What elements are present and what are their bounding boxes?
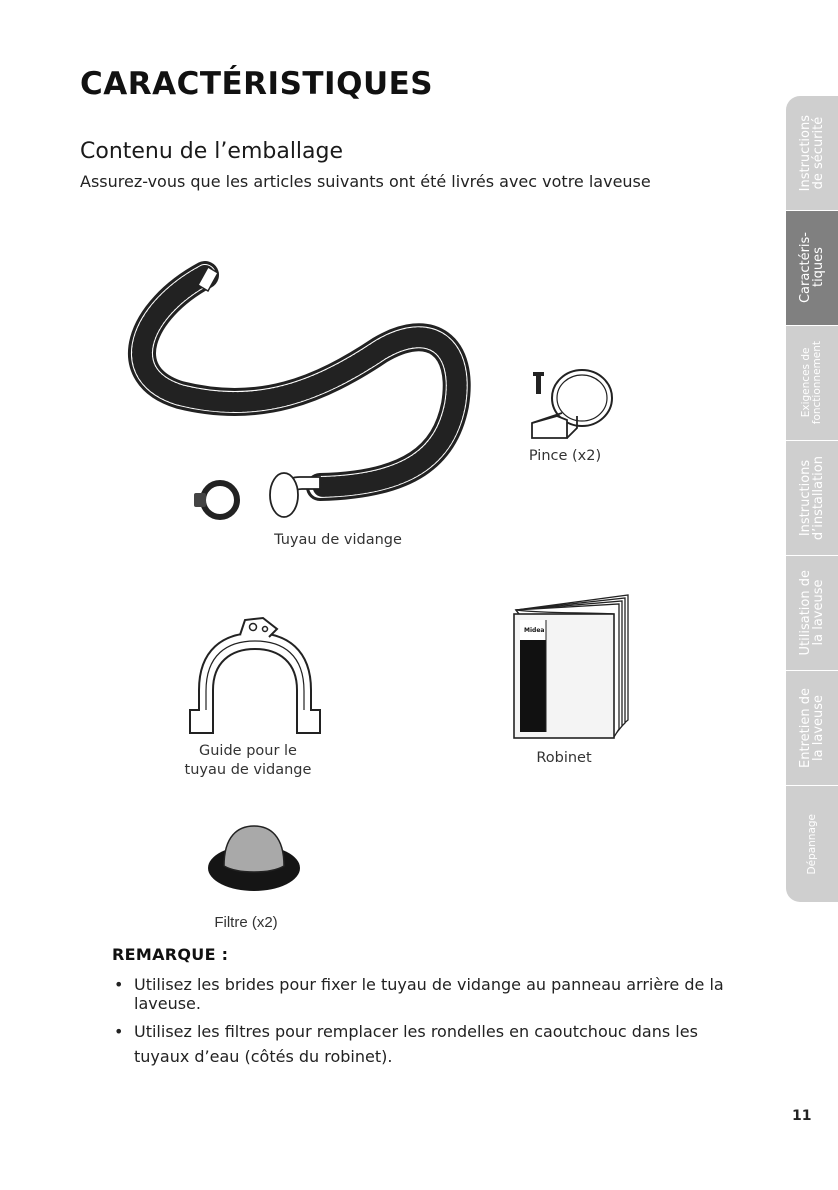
- note-item: • Utilisez les brides pour fixer le tuyau de vidange au panneau arrière de la laveuse.: [112, 975, 752, 1013]
- tab-label: Entretien de la laveuse: [798, 688, 826, 768]
- filter-icon: [206, 822, 302, 894]
- hose-guide-caption: Guide pour le tuyau de vidange: [184, 743, 312, 778]
- chapter-tabs: [786, 96, 838, 902]
- filter-caption: Filtre (x2): [214, 914, 278, 931]
- tab-label: Instructions de sécurité: [798, 114, 826, 192]
- tab-safety-instructions[interactable]: [786, 96, 838, 211]
- page-title: CARACTÉRISTIQUES: [80, 66, 434, 102]
- manual-caption: Robinet: [536, 750, 592, 766]
- tab-label: Exigences de fonctionnement: [800, 341, 823, 425]
- note-item: • Utilisez les filtres pour remplacer les rondelles en caoutchouc dans les tuyaux d’eau (côtés du robinet).: [112, 1019, 752, 1069]
- section-heading: Contenu de l’emballage: [80, 139, 344, 164]
- drain-hose-icon: [120, 255, 480, 530]
- tab-operating-requirements[interactable]: [786, 326, 838, 441]
- drain-hose-caption: Tuyau de vidange: [274, 532, 402, 548]
- tab-using-washer[interactable]: [786, 556, 838, 671]
- tab-label: Dépannage: [805, 813, 818, 875]
- booklet-brand: Midea: [524, 627, 545, 634]
- manual-booklet-icon: [508, 592, 636, 740]
- note-title: REMARQUE :: [112, 945, 229, 964]
- page-number: 11: [792, 1108, 812, 1124]
- hose-guide-icon: [185, 615, 325, 737]
- tab-features[interactable]: [786, 211, 838, 326]
- note-list: [112, 975, 752, 1075]
- clamp-icon: [522, 368, 622, 443]
- tab-label: Instructions d’installation: [798, 455, 826, 541]
- clamp-caption: Pince (x2): [528, 448, 602, 464]
- tab-label: Caractéris- tiques: [798, 232, 826, 304]
- tab-washer-care[interactable]: [786, 671, 838, 786]
- section-intro: Assurez-vous que les articles suivants ont été livrés avec votre laveuse: [80, 172, 651, 191]
- tab-label: Utilisation de la laveuse: [798, 570, 826, 656]
- tab-troubleshooting[interactable]: [786, 786, 838, 902]
- tab-installation-instructions[interactable]: [786, 441, 838, 556]
